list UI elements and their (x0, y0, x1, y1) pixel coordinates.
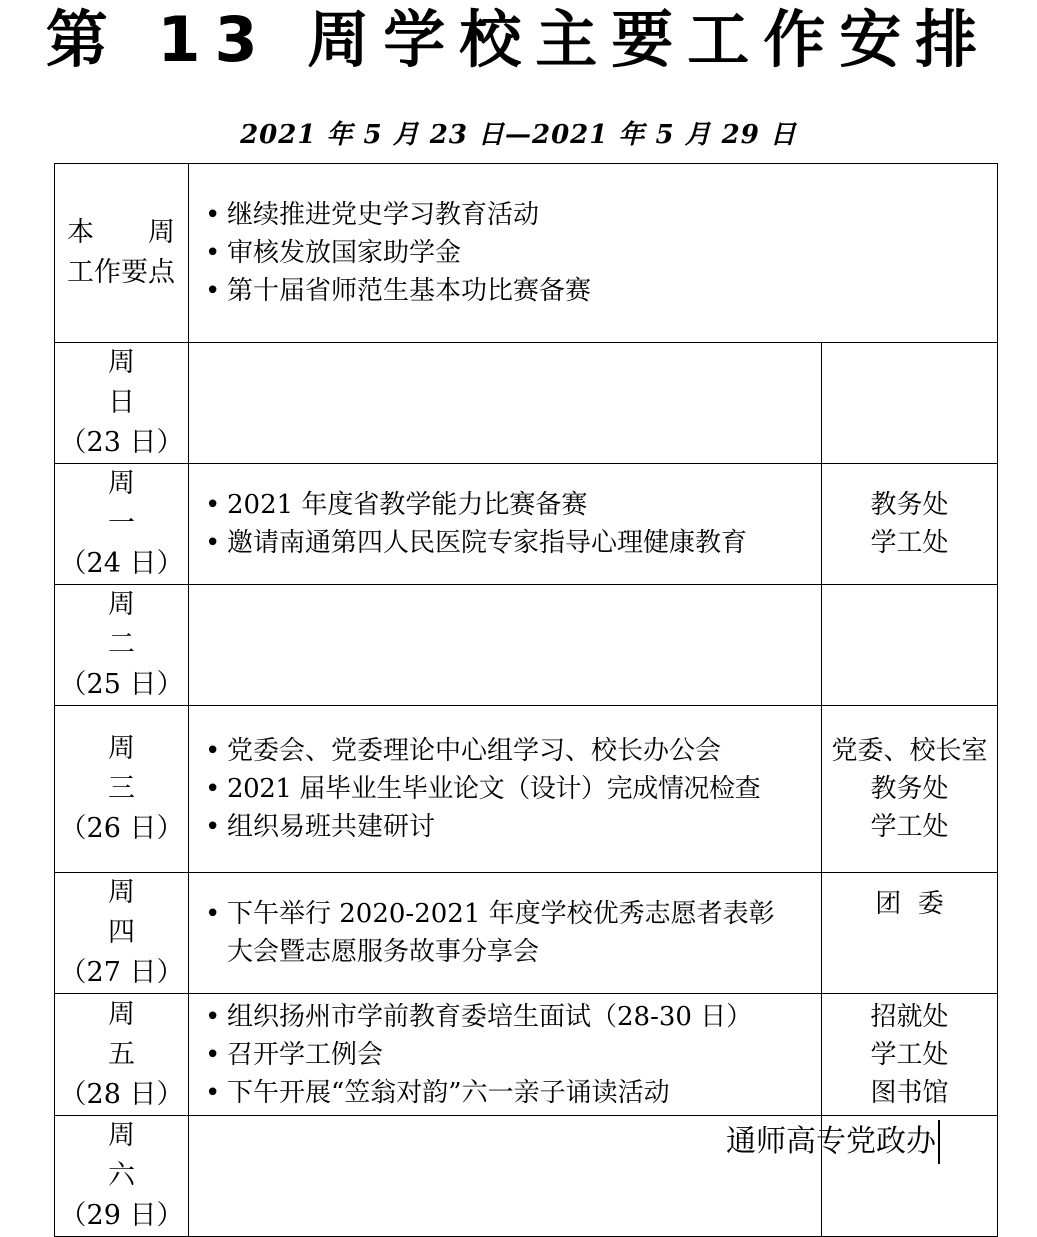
dept-name: 招就处 (870, 1001, 949, 1032)
dept-cell (822, 343, 998, 464)
key-points-label-line2: 工作要点 (67, 257, 175, 288)
dept-name: 党委、校长室 (831, 736, 988, 766)
dept-cell (822, 994, 998, 1116)
dept-name: 团 委 (875, 889, 944, 919)
table-row (55, 706, 998, 873)
schedule-table (54, 163, 998, 1237)
table-row (55, 585, 998, 706)
table-row (55, 464, 998, 585)
day-date: （29 日） (59, 1200, 184, 1231)
day-name: 周四 (108, 877, 165, 948)
list-item: • 党委会、党委理论中心组学习、校长办公会 (203, 732, 821, 770)
day-cell (55, 1116, 189, 1237)
tasks-cell (189, 706, 822, 873)
list-item: • 组织易班共建研讨 (203, 808, 821, 846)
dept-cell (822, 464, 998, 585)
day-cell (55, 343, 189, 464)
tasks-cell (189, 464, 822, 585)
list-item: • 组织扬州市学前教育委培生面试（28-30 日） (203, 998, 821, 1036)
list-item: • 审核发放国家助学金 (203, 234, 997, 272)
day-date: （26 日） (59, 813, 184, 844)
day-cell (55, 706, 189, 873)
day-name: 周三 (108, 733, 165, 804)
list-item: • 邀请南通第四人民医院专家指导心理健康教育 (203, 524, 821, 562)
dept-name: 学工处 (870, 528, 949, 558)
dept-name: 教务处 (870, 490, 949, 520)
key-points-row (55, 164, 998, 343)
dept-name: 图书馆 (870, 1077, 949, 1108)
dept-name: 学工处 (870, 812, 949, 842)
day-name: 周五 (108, 998, 165, 1070)
table-row (55, 873, 998, 994)
day-date: （25 日） (59, 669, 184, 700)
day-cell (55, 994, 189, 1116)
dept-name: 教务处 (870, 774, 949, 804)
list-item: • 2021 届毕业生毕业论文（设计）完成情况检查 (203, 770, 821, 808)
tasks-cell (189, 343, 822, 464)
day-date: （28 日） (59, 1078, 184, 1110)
day-cell (55, 585, 189, 706)
tasks-cell (189, 873, 822, 994)
dept-cell (822, 873, 998, 994)
day-cell (55, 464, 189, 585)
page-title: 第 13 周学校主要工作安排 (45, 3, 992, 76)
key-points-label (55, 164, 189, 343)
dept-cell (822, 706, 998, 873)
key-points-label-b: 周 (148, 217, 175, 248)
table-row (55, 994, 998, 1116)
tasks-cell (189, 585, 822, 706)
key-points-label-a: 本 (67, 217, 94, 248)
tasks-cell (189, 994, 822, 1116)
day-date: （23 日） (59, 427, 184, 458)
list-item: • 继续推进党史学习教育活动 (203, 196, 997, 234)
key-points-content (189, 164, 998, 343)
day-cell (55, 873, 189, 994)
list-item: • 第十届省师范生基本功比赛备赛 (203, 272, 997, 310)
list-item: • 2021 年度省教学能力比赛备赛 (203, 486, 821, 524)
table-row (55, 343, 998, 464)
list-item: • 下午开展“笠翁对韵”六一亲子诵读活动 (203, 1074, 821, 1112)
list-item: • 下午举行 2020-2021 年度学校优秀志愿者表彰 (203, 895, 821, 933)
dept-name: 学工处 (870, 1039, 949, 1070)
date-range: 2021 年 5 月 23 日—2021 年 5 月 29 日 (240, 120, 797, 150)
signature: 通师高专党政办 (726, 1120, 940, 1164)
list-item: 大会暨志愿服务故事分享会 (227, 937, 540, 967)
day-date: （24 日） (59, 548, 184, 579)
day-name: 周一 (108, 468, 165, 539)
list-item: • 召开学工例会 (203, 1036, 821, 1074)
day-name: 周日 (108, 347, 165, 418)
day-date: （27 日） (59, 957, 184, 988)
day-name: 周二 (108, 589, 165, 660)
day-name: 周六 (108, 1120, 165, 1191)
dept-cell (822, 585, 998, 706)
